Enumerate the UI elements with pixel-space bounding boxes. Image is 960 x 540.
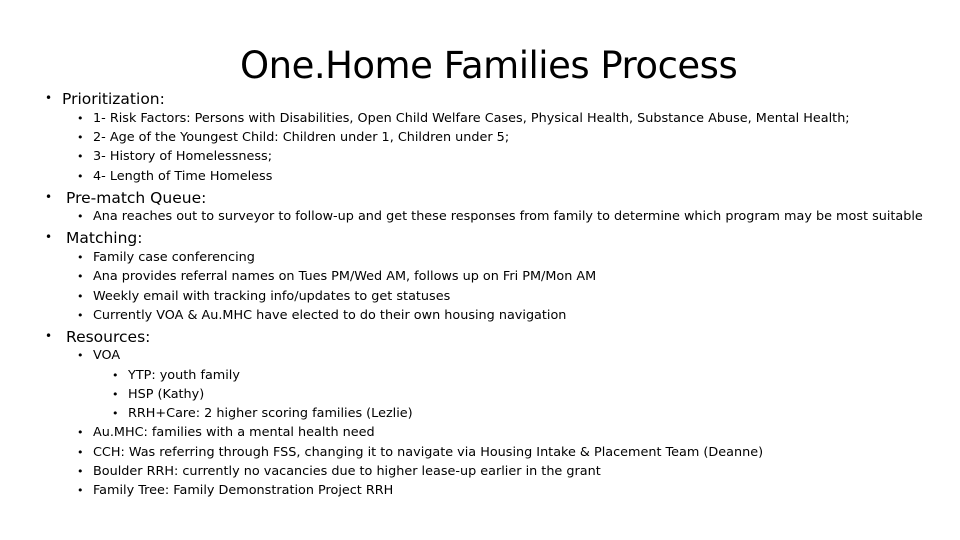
list-item: • Boulder RRH: currently no vacancies due to higher lease-up earlier in the grant [77,464,601,479]
bullet: • [77,150,84,163]
bullet: • [77,349,84,362]
bullet: • [77,131,84,144]
list-item: • Ana provides referral names on Tues PM/Wed AM, follows up on Fri PM/Mon AM [77,269,597,284]
bullet: • [77,465,84,478]
bullet: • [77,446,84,459]
bullet: • [77,290,84,303]
section-heading-matching: • Matching: [45,229,143,247]
bullet: • [45,329,53,343]
list-item: • CCH: Was referring through FSS, changing it to navigate via Housing Intake & Placement Team (Deanne) [77,445,764,460]
section-heading-prematch-queue: • Pre-match Queue: [45,189,207,207]
list-item: • Family case conferencing [77,250,255,265]
list-item: • HSP (Kathy) [112,387,205,402]
list-item: • 2- Age of the Youngest Child: Children under 1, Children under 5; [77,130,510,145]
list-item: • 3- History of Homelessness; [77,149,273,164]
bullet: • [77,170,84,183]
list-item: • Ana reaches out to surveyor to follow-up and get these responses from family to determine which program may be most suitable [77,209,923,224]
list-item: • Currently VOA & Au.MHC have elected to do their own housing navigation [77,308,567,323]
bullet: • [77,270,84,283]
list-item: • Au.MHC: families with a mental health need [77,425,375,440]
list-item: • VOA [77,348,121,363]
bullet: • [77,426,84,439]
bullet: • [112,407,119,420]
bullet: • [45,91,53,105]
bullet: • [112,369,119,382]
bullet: • [77,112,84,125]
bullet: • [45,230,53,244]
section-heading-prioritization: • Prioritization: [45,90,165,108]
bullet: • [77,484,84,497]
list-item: • Weekly email with tracking info/updates to get statuses [77,289,451,304]
bullet: • [112,388,119,401]
section-heading-resources: • Resources: [45,328,151,346]
list-item: • YTP: youth family [112,368,240,383]
bullet: • [77,251,84,264]
list-item: • Family Tree: Family Demonstration Project RRH [77,483,394,498]
slide-title: One.Home Families Process [240,44,738,87]
list-item: • 1- Risk Factors: Persons with Disabilities, Open Child Welfare Cases, Physical Health, Substance Abuse, Mental Health; [77,111,850,126]
list-item: • RRH+Care: 2 higher scoring families (Lezlie) [112,406,413,421]
bullet: • [45,190,53,204]
bullet: • [77,210,84,223]
bullet: • [77,309,84,322]
list-item: • 4- Length of Time Homeless [77,169,273,184]
